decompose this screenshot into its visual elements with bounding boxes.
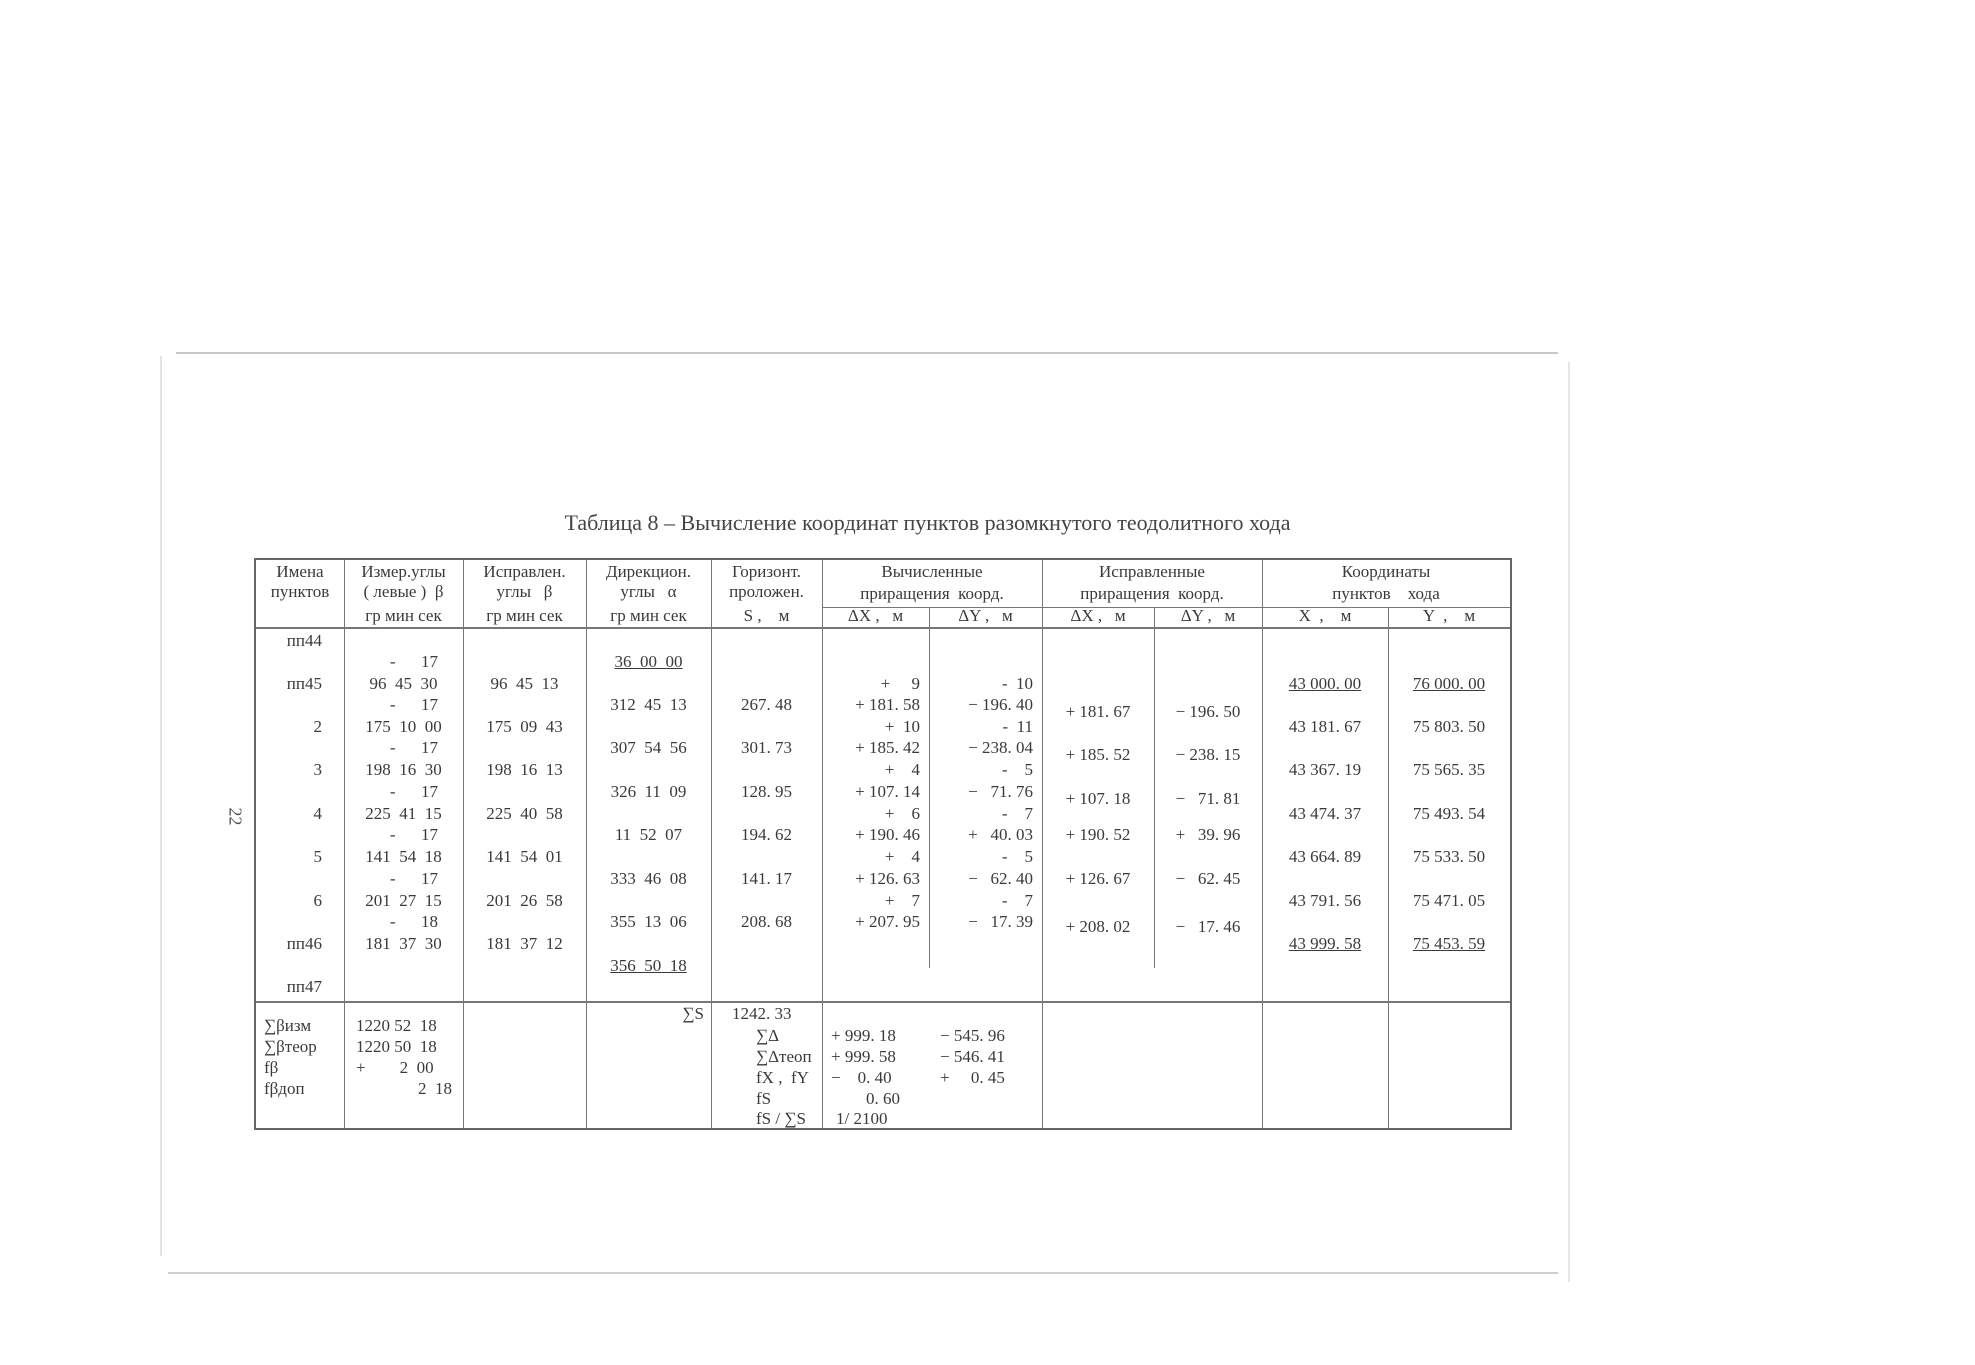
- header-corrected-1: Исправлен.: [483, 562, 566, 581]
- horizontal-distance: 267. 48: [741, 695, 792, 714]
- header-corrected-dx: ΔX , м: [1070, 606, 1126, 625]
- correction-dy: - 11: [1002, 717, 1033, 736]
- fx-fy-label: fX , fY: [756, 1068, 809, 1087]
- computed-dy: − 196. 40: [968, 695, 1033, 714]
- computed-dy: − 71. 76: [968, 782, 1033, 801]
- coord-y: 75 533. 50: [1412, 847, 1486, 866]
- header-coord-x: X , м: [1298, 606, 1352, 625]
- computed-dx: + 185. 42: [855, 738, 920, 757]
- direction-angle: 312 45 13: [610, 695, 687, 714]
- horizontal-distance: 128. 95: [741, 782, 792, 801]
- angle-correction: - 17: [389, 738, 438, 757]
- computed-dx: + 207. 95: [855, 912, 920, 931]
- coord-x: 43 791. 56: [1288, 891, 1362, 910]
- angle-correction: - 17: [389, 782, 438, 801]
- measured-angle: 198 16 30: [365, 760, 442, 779]
- header-coords-2: пунктов хода: [1332, 584, 1440, 603]
- corrected-dx: + 190. 52: [1065, 825, 1131, 844]
- header-corrected-dy: ΔY , м: [1180, 606, 1236, 625]
- header-measured-3: гр мин сек: [365, 606, 442, 625]
- corrected-dy: − 71. 81: [1175, 789, 1241, 808]
- direction-angle: 326 11 09: [610, 782, 687, 801]
- corrected-dx: + 126. 67: [1065, 869, 1131, 888]
- correction-dx: + 7: [884, 891, 920, 910]
- header-names-1: Имена: [276, 562, 324, 581]
- fs-ratio-value: 1/ 2100: [836, 1109, 888, 1128]
- correction-dx: + 6: [884, 804, 920, 823]
- coord-x: 43 181. 67: [1288, 717, 1362, 736]
- measured-angle: 141 54 18: [365, 847, 442, 866]
- computed-dx: + 107. 14: [855, 782, 920, 801]
- header-computed-1: Вычисленные: [881, 562, 983, 581]
- header-names-2: пунктов: [270, 582, 330, 601]
- direction-angle: 333 46 08: [610, 869, 687, 888]
- col-divider: [1154, 608, 1155, 968]
- corrected-dx: + 107. 18: [1065, 789, 1131, 808]
- header-computed-2: приращения коорд.: [860, 584, 1004, 603]
- corrected-dy: − 196. 50: [1175, 702, 1241, 721]
- fs-value: 0. 60: [866, 1089, 900, 1108]
- correction-dy: - 7: [1001, 891, 1033, 910]
- computed-dy: − 17. 39: [968, 912, 1033, 931]
- sum-dx: + 999. 18: [831, 1026, 896, 1045]
- header-corrected-incr-2: приращения коорд.: [1080, 584, 1224, 603]
- table-title: Таблица 8 – Вычисление координат пунктов разомкнутого теодолитного хода: [564, 510, 1291, 535]
- coord-y: 75 803. 50: [1412, 717, 1486, 736]
- sum-beta-measured-label: ∑βизм: [264, 1016, 312, 1035]
- corrected-dy: − 62. 45: [1175, 869, 1241, 888]
- col-divider: [463, 560, 464, 1128]
- corrected-dy: − 17. 46: [1175, 917, 1241, 936]
- corrected-angle: 198 16 13: [486, 760, 563, 779]
- correction-dy: - 7: [1001, 804, 1033, 823]
- measured-angle: 225 41 15: [365, 804, 442, 823]
- scan-bottom-edge: [168, 1272, 1558, 1274]
- correction-dx: + 4: [884, 760, 920, 779]
- corrected-angle: 96 45 13: [490, 674, 559, 693]
- sum-beta-theory-value: 1220 50 18: [356, 1037, 437, 1056]
- fx-value: − 0. 40: [831, 1068, 892, 1087]
- scan-left-edge: [160, 356, 162, 1256]
- corrected-dy: − 238. 15: [1175, 745, 1241, 764]
- correction-dy: - 10: [1001, 674, 1033, 693]
- coord-x: 43 367. 19: [1288, 760, 1362, 779]
- correction-dy: - 5: [1001, 847, 1033, 866]
- header-divider: [256, 627, 1510, 629]
- f-beta-label: fβ: [264, 1058, 279, 1077]
- scan-right-edge: [1568, 362, 1570, 1282]
- corrected-angle: 225 40 58: [486, 804, 563, 823]
- sum-s-label: ∑S: [682, 1004, 704, 1023]
- station-name: пп47: [286, 977, 322, 996]
- scan-top-edge: [176, 352, 1558, 354]
- header-computed-dx: ΔX , м: [847, 606, 904, 625]
- header-horizontal-2: проложен.: [729, 582, 804, 601]
- header-direction-1: Дирекцион.: [605, 562, 692, 581]
- computed-dy: − 62. 40: [968, 869, 1033, 888]
- coord-y: 75 453. 59: [1412, 934, 1486, 953]
- station-name: 6: [313, 891, 322, 910]
- sum-dy-theory: − 546. 41: [940, 1047, 1005, 1066]
- header-coord-y: Y , м: [1422, 606, 1476, 625]
- computed-dx: + 190. 46: [855, 825, 920, 844]
- header-direction-2: углы α: [620, 582, 677, 601]
- angle-correction: - 17: [389, 695, 438, 714]
- angle-correction: - 17: [389, 869, 438, 888]
- coord-y: 75 493. 54: [1412, 804, 1486, 823]
- corrected-dy: + 39. 96: [1175, 825, 1241, 844]
- measured-angle: 181 37 30: [365, 934, 442, 953]
- angle-correction: - 17: [389, 652, 438, 671]
- coordinate-table: [254, 558, 1512, 1130]
- fs-ratio-label: fS / ∑S: [756, 1109, 806, 1128]
- horizontal-distance: 208. 68: [741, 912, 792, 931]
- col-divider: [1262, 560, 1263, 1128]
- page-number: 22: [225, 807, 246, 826]
- corrected-angle: 141 54 01: [486, 847, 563, 866]
- coord-x: 43 999. 58: [1288, 934, 1362, 953]
- direction-angle: 36 00 00: [614, 652, 683, 671]
- corrected-angle: 175 09 43: [486, 717, 563, 736]
- horizontal-distance: 194. 62: [741, 825, 792, 844]
- coord-x: 43 474. 37: [1288, 804, 1362, 823]
- fy-value: + 0. 45: [940, 1068, 1005, 1087]
- sum-s-value: 1242. 33: [732, 1004, 792, 1023]
- corrected-dx: + 181. 67: [1065, 702, 1131, 721]
- computed-dx: + 181. 58: [855, 695, 920, 714]
- f-beta-allowed-value: 2 18: [418, 1079, 452, 1098]
- direction-angle: 307 54 56: [610, 738, 687, 757]
- station-name: 5: [313, 847, 322, 866]
- header-corrected-3: гр мин сек: [486, 606, 563, 625]
- corrected-dx: + 185. 52: [1065, 745, 1131, 764]
- computed-dy: − 238. 04: [968, 738, 1033, 757]
- coord-x: 43 000. 00: [1288, 674, 1362, 693]
- header-coords-1: Координаты: [1341, 562, 1431, 581]
- direction-angle: 11 52 07: [614, 825, 683, 844]
- coord-y: 76 000. 00: [1412, 674, 1486, 693]
- sum-beta-theory-label: ∑βтеор: [264, 1037, 317, 1056]
- header-measured-1: Измер.углы: [361, 562, 446, 581]
- header-corrected-2: углы β: [496, 582, 553, 601]
- sum-delta-label: ∑Δ: [756, 1026, 780, 1045]
- correction-dy: - 5: [1001, 760, 1033, 779]
- correction-dx: + 4: [884, 847, 920, 866]
- measured-angle: 96 45 30: [369, 674, 438, 693]
- corrected-angle: 201 26 58: [486, 891, 563, 910]
- measured-angle: 201 27 15: [365, 891, 442, 910]
- f-beta-value: + 2 00: [356, 1058, 434, 1077]
- header-measured-2: ( левые ) β: [363, 582, 444, 601]
- sum-beta-measured-value: 1220 52 18: [356, 1016, 437, 1035]
- station-name: пп46: [286, 934, 322, 953]
- sum-dx-theory: + 999. 58: [831, 1047, 896, 1066]
- direction-angle: 355 13 06: [610, 912, 687, 931]
- header-computed-dy: ΔY , м: [958, 606, 1013, 625]
- sum-dy: − 545. 96: [940, 1026, 1005, 1045]
- header-horizontal-1: Горизонт.: [731, 562, 802, 581]
- header-horizontal-3: S , м: [743, 606, 790, 625]
- coord-y: 75 471. 05: [1412, 891, 1486, 910]
- header-corrected-incr-1: Исправленные: [1099, 562, 1205, 581]
- coord-x: 43 664. 89: [1288, 847, 1362, 866]
- station-name: пп44: [286, 631, 322, 650]
- coord-y: 75 565. 35: [1412, 760, 1486, 779]
- corrected-dx: + 208. 02: [1065, 917, 1131, 936]
- horizontal-distance: 301. 73: [741, 738, 792, 757]
- sum-delta-theory-label: ∑Δтеоп: [756, 1047, 812, 1066]
- f-beta-allowed-label: fβдоп: [264, 1079, 305, 1098]
- summary-divider: [256, 1001, 1510, 1003]
- corrected-angle: 181 37 12: [486, 934, 563, 953]
- station-name: 4: [313, 804, 322, 823]
- correction-dx: + 10: [884, 717, 920, 736]
- computed-dx: + 126. 63: [855, 869, 920, 888]
- measured-angle: 175 10 00: [365, 717, 442, 736]
- header-direction-3: гр мин сек: [610, 606, 687, 625]
- station-name: пп45: [286, 674, 322, 693]
- fs-label: fS: [756, 1089, 772, 1108]
- horizontal-distance: 141. 17: [741, 869, 792, 888]
- computed-dy: + 40. 03: [968, 825, 1033, 844]
- angle-correction: - 18: [389, 912, 438, 931]
- correction-dx: + 9: [880, 674, 920, 693]
- station-name: 3: [313, 760, 322, 779]
- direction-angle: 356 50 18: [610, 956, 687, 975]
- angle-correction: - 17: [389, 825, 438, 844]
- station-name: 2: [313, 717, 322, 736]
